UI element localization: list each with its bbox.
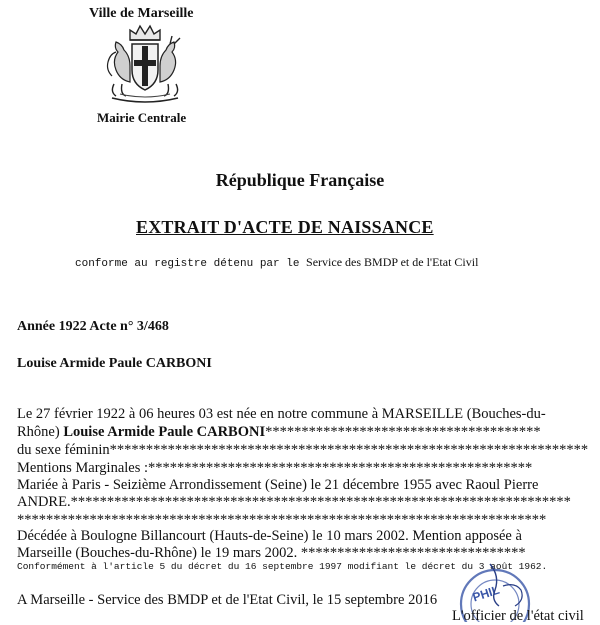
birth-line-2-name: Louise Armide Paule CARBONI [63,424,266,440]
document-title: EXTRAIT D'ACTE DE NAISSANCE [136,217,434,237]
sex-line: du sexe féminin****************************************************************** [17,442,589,458]
republic-heading: République Française [215,170,385,190]
officer-title: L'officier de l'état civil [452,608,584,624]
act-number: Année 1922 Acte n° 3/468 [17,319,169,334]
city-name: Ville de Marseille [89,6,194,21]
office-name: Mairie Centrale [97,110,187,125]
death-line-1: Décédée à Boulogne Billancourt (Hauts-de-Seine) le 10 mars 2002. Mention apposée à [17,528,522,544]
birth-line-2 [17,424,541,441]
decree-note: Conformément à l'article 5 du décret du 16 septembre 1997 modifiant le décret du 3 août 1962. [17,561,548,572]
birth-line-1: Le 27 février 1922 à 06 heures 03 est née en notre commune à MARSEILLE (Bouches-du- [17,406,546,422]
conformity-prefix: conforme au registre détenu par le [75,258,307,270]
conformity-service: Service des BMDP et de l'Etat Civil [306,255,479,269]
birth-line-2-stars: ************************************** [265,424,541,440]
marriage-line-2: ANDRE.********************************************************************* [17,494,571,510]
birth-line-2-prefix: Rhône) [17,424,64,440]
person-name: Louise Armide Paule CARBONI [17,356,212,371]
signature-place-date: A Marseille - Service des BMDP et de l'Etat Civil, le 15 septembre 2016 [17,592,438,608]
marginal-mentions-heading: Mentions Marginales :***************************************************** [17,460,533,476]
marriage-line-1: Mariée à Paris - Seizième Arrondissement (Seine) le 21 décembre 1955 avec Raoul Pierre [17,477,539,493]
marseille-coat-of-arms-icon [90,22,200,107]
death-line-2: Marseille (Bouches-du-Rhône) le 19 mars 2002. ******************************* [17,545,526,561]
stamp-text: PHIL [470,582,502,605]
separator-stars: ************************************************************************* [17,512,547,528]
conformity-line [75,255,478,270]
